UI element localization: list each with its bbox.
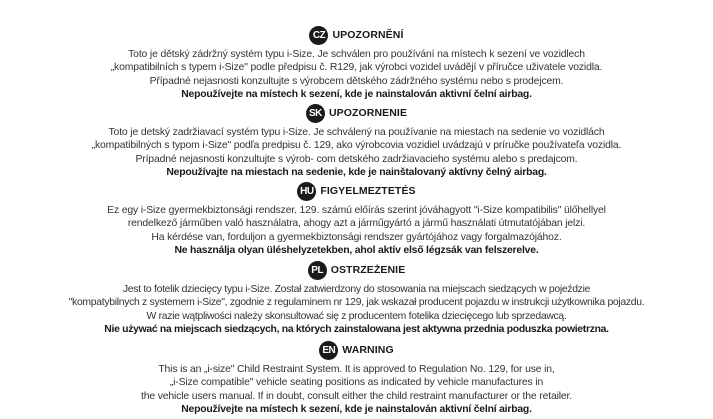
language-badge-pl: PL — [308, 261, 327, 280]
body-line: „i-Size compatible" vehicle seating positions as indicated by vehicle manufactures in — [169, 377, 544, 389]
section-title: OSTRZEŻENIE — [330, 264, 406, 276]
body-line: Jest to fotelik dziecięcy typu i-Size. Został zatwierdzony do stosowania na miejscach siedzących w pojeździe — [122, 284, 591, 295]
bold-warning-line: Nepoužívejte na místech k sezení, kde je nainstalován aktivní čelní airbag. — [181, 404, 532, 416]
body-line: W razie wątpliwości należy skonsultować się z producentem fotelika dziecięcego lub sprzedawcą. — [146, 310, 567, 322]
bold-warning-line: Ne használja olyan üléshelyzetekben, ahol aktív első légzsák van felszerelve. — [174, 245, 539, 257]
body-line: Případné nejasnosti konzultujte s výrobcem dětského zádržného systému nebo s prodejcem. — [149, 75, 564, 87]
warning-section-cz — [0, 25, 713, 102]
language-badge-sk: SK — [306, 104, 325, 123]
body-line: This is an „i-size" Child Restraint System. It is approved to Regulation No. 129, for use in, — [158, 364, 555, 375]
section-title: FIGYELMEZTETÉS — [320, 185, 416, 197]
section-heading — [0, 260, 713, 280]
body-line: Ha kérdése van, forduljon a gyermekbiztonsági rendszer gyártójához vagy forgalmazójához. — [151, 231, 562, 243]
body-line: rendelkező járműben való használatra, ahogy azt a járműgyártó a jármű használati útmutatójában jelzi. — [127, 218, 586, 230]
section-title: UPOZORNENIE — [328, 107, 408, 119]
body-line: Ez egy i-Size gyermekbiztonsági rendszer. 129. számú előírás szerint jóváhagyott "i-Size kompatibilis" ülőhellyel — [107, 205, 606, 216]
section-title: WARNING — [342, 344, 394, 356]
warning-section-hu — [0, 181, 713, 258]
language-badge-cz: CZ — [309, 26, 328, 45]
section-heading — [0, 103, 713, 123]
bold-warning-line: Nepoužívajte na miestach na sedenie, kde je nainštalovaný aktívny čelný airbag. — [166, 167, 547, 179]
warning-section-en — [0, 340, 713, 417]
body-line: Toto je dětský zádržný systém typu i-Size. Je schválen pro používání na místech k sezení ve vozidlech — [128, 49, 585, 60]
body-line: "kompatybilnych z systemem i-Size", zgodnie z regulaminem nr 129, jak wskazał producent pojazdu w instrukcji użytkownika pojazdu. — [68, 297, 645, 309]
section-heading — [0, 181, 713, 201]
section-heading — [0, 340, 713, 360]
body-line: „kompatibilních s typem i-Size" podle předpisu č. R129, jak výrobci vozidel uvádějí v příručce uživatele vozidla. — [110, 62, 603, 74]
section-heading — [0, 25, 713, 45]
body-line: Toto je detský zadržiavací systém typu i-Size. Je schválený na používanie na miestach na sedenie vo vozidlách — [108, 127, 605, 138]
body-line: „kompatibilných s typom i-Size" podľa predpisu č. 129, ako výrobcovia vozidiel uvádzajú v príručke používateľa vozidla. — [91, 140, 622, 152]
bold-warning-line: Nepoužívejte na místech k sezení, kde je nainstalován aktivní čelní airbag. — [181, 89, 532, 101]
body-line: Prípadné nejasnosti konzultujte s výrob- com detského zadržiavacieho systému alebo s predajcom. — [135, 153, 578, 165]
language-badge-hu: HU — [297, 182, 316, 201]
language-badge-en: EN — [319, 341, 338, 360]
section-title: UPOZORNĚNÍ — [332, 29, 404, 41]
body-line: the vehicle users manual. If in doubt, consult either the child restraint manufacturer or the retailer. — [140, 390, 572, 402]
warning-section-sk — [0, 103, 713, 180]
warning-section-pl — [0, 260, 713, 337]
bold-warning-line: Nie używać na miejscach siedzących, na których zainstalowana jest aktywna przednia poduszka powietrzna. — [104, 324, 609, 336]
